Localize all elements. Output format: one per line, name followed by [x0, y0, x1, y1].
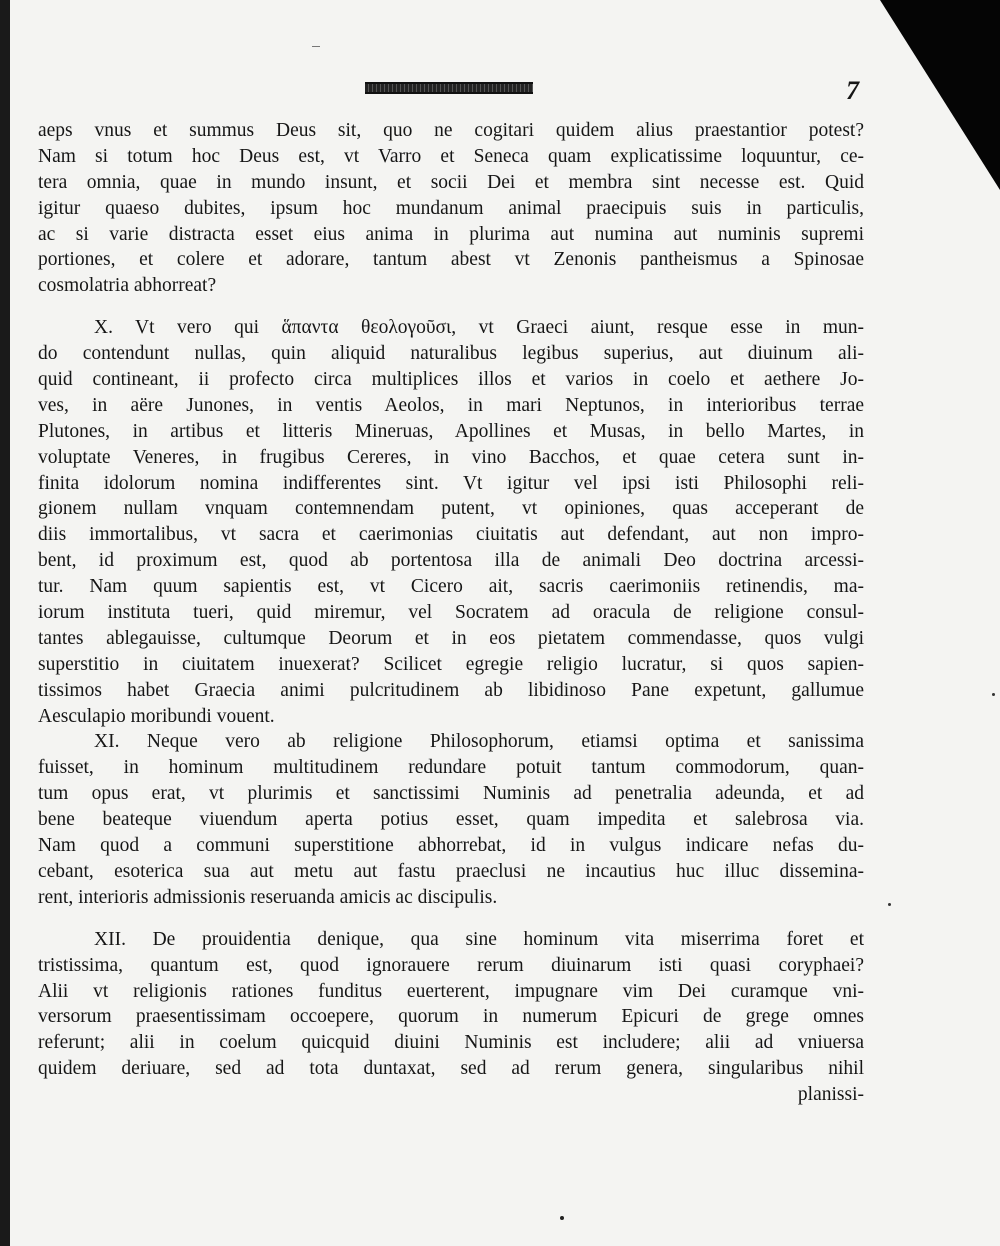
- text-line: versorum praesentissimam occoepere, quorum in numerum Epicuri de grege omnes: [38, 1006, 864, 1028]
- ink-dot: [560, 1216, 564, 1220]
- text-line: bene beateque viuendum aperta potius esset, quam impedita et salebrosa via.: [38, 809, 864, 831]
- text-line: Nam si totum hoc Deus est, vt Varro et Seneca quam explicatissime loquuntur, ce-: [38, 145, 864, 167]
- text-line: ves, in aëre Junones, in ventis Aeolos, in mari Neptunos, in interioribus terrae: [38, 394, 864, 416]
- text-line: finita idolorum nomina indifferentes sint. Vt igitur vel ipsi isti Philosophi reli-: [38, 472, 864, 494]
- text-line: do contendunt nullas, quin aliquid naturalibus legibus superius, aut diuinum ali-: [38, 343, 864, 365]
- text-line: cebant, esoterica sua aut metu aut fastu praeclusi ne incautius huc illuc dissemina-: [38, 860, 864, 882]
- text-line: diis immortalibus, vt sacra et caerimonias ciuitatis aut defendant, aut non impro-: [38, 524, 864, 546]
- text-line: referunt; alii in coelum quicquid diuini Numinis est includere; alii ad vniuersa: [38, 1032, 864, 1054]
- page-number: 7: [846, 76, 859, 105]
- text-line: iorum instituta tueri, quid miremur, vel Socratem ad oracula de religione consul-: [38, 602, 864, 624]
- text-line: ac si varie distracta esset eius anima in plurima aut numina aut numinis supremi: [38, 223, 864, 245]
- header-ornament-rule: [365, 82, 533, 94]
- text-line: tantes ablegauisse, cultumque Deorum et in eos pietatem commendasse, quos vulgi: [38, 627, 864, 649]
- text-line: portiones, et colere et adorare, tantum abest vt Zenonis pantheismus a Spinosae: [38, 249, 864, 271]
- text-line: bent, id proximum est, quod ab portentosa illa de animali Deo doctrina arcessi-: [38, 550, 864, 572]
- text-line: tristissima, quantum est, quod ignorauere rerum diuinarum isti quasi coryphaei?: [38, 954, 864, 976]
- text-line: Nam quod a communi superstitione abhorrebat, id in vulgus indicare nefas du-: [38, 835, 864, 857]
- paragraph: [38, 927, 864, 1082]
- catchword: planissi-: [797, 1084, 864, 1106]
- paragraph: [38, 729, 864, 910]
- paragraph: [38, 118, 864, 299]
- text-line: tur. Nam quum sapientis est, vt Cicero ait, sacris caerimoniis retinendis, ma-: [38, 576, 864, 598]
- ink-mark: [312, 46, 320, 47]
- scan-corner-shadow: [880, 0, 1000, 190]
- text-line: XII. De prouidentia denique, qua sine hominum vita miserrima foret et: [94, 928, 864, 950]
- text-line: tum opus erat, vt plurimis et sanctissimi Numinis ad penetralia adeunda, et ad: [38, 783, 864, 805]
- paragraph-gap: [38, 911, 864, 927]
- text-line: quidem deriuare, sed ad tota duntaxat, sed ad rerum genera, singularibus nihil: [38, 1058, 864, 1080]
- text-line: Plutones, in artibus et litteris Mineruas, Apollines et Musas, in bello Martes, in: [38, 420, 864, 442]
- paragraph: [38, 315, 864, 729]
- text-line: aeps vnus et summus Deus sit, quo ne cogitari quidem alius praestantior potest?: [38, 120, 864, 141]
- text-line: cosmolatria abhorreat?: [38, 275, 217, 297]
- ink-speck: [888, 903, 891, 906]
- text-line: tera omnia, quae in mundo insunt, et socii Dei et membra sint necesse est. Quid: [38, 171, 864, 193]
- text-line: gionem nullam vnquam contemnendam putent, vt opiniones, quas acceperant de: [38, 498, 864, 520]
- text-line: XI. Neque vero ab religione Philosophorum, etiamsi optima et sanissima: [94, 731, 864, 753]
- text-line: quid contineant, ii profecto circa multiplices illos et varios in coelo et aethere Jo-: [38, 369, 864, 391]
- text-line: Aesculapio moribundi vouent.: [38, 705, 275, 727]
- paragraph-gap: [38, 299, 864, 315]
- text-line: tissimos habet Graecia animi pulcritudinem ab libidinoso Pane expetunt, gallumue: [38, 679, 864, 701]
- text-line: X. Vt vero qui ἅπαντα θεολογοῦσι, vt Graeci aiunt, resque esse in mun-: [94, 317, 864, 339]
- text-line: rent, interioris admissionis reseruanda amicis ac discipulis.: [38, 886, 498, 908]
- text-line: Alii vt religionis rationes funditus euerterent, impugnare vim Dei curamque vni-: [38, 980, 864, 1002]
- text-line: igitur quaeso dubites, ipsum hoc mundanum animal praecipuis suis in particulis,: [38, 197, 864, 219]
- text-line: voluptate Veneres, in frugibus Cereres, in vino Bacchos, et quae cetera sunt in-: [38, 446, 864, 468]
- text-line: superstitio in ciuitatem inuexerat? Scilicet egregie religio lucratur, si quos sapien-: [38, 653, 864, 675]
- page-body: [38, 118, 864, 1108]
- page-left-edge: [0, 0, 10, 1246]
- text-line: fuisset, in hominum multitudinem redundare potuit tantum commodorum, quan-: [38, 757, 864, 779]
- ink-speck: [992, 693, 995, 696]
